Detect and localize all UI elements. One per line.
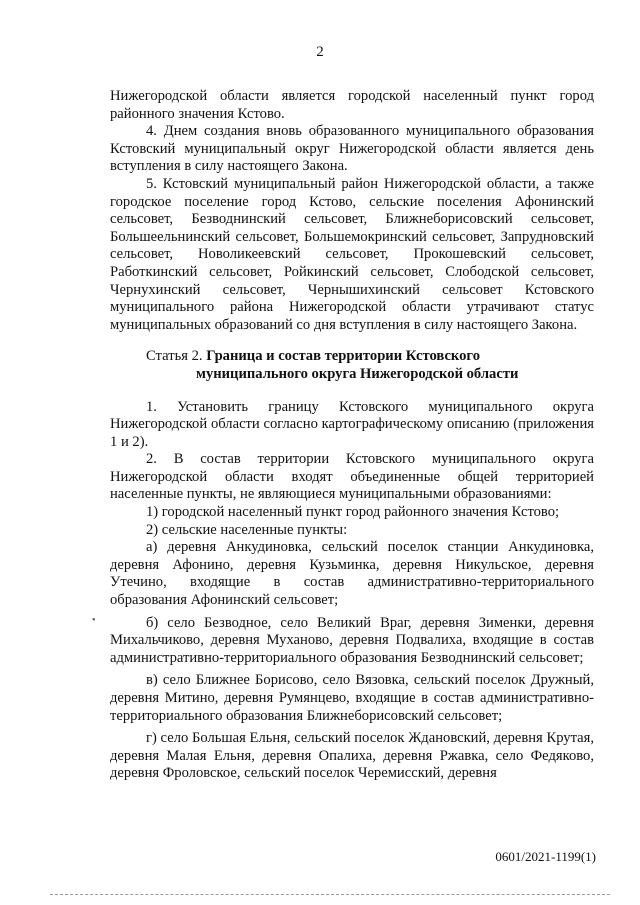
paragraph: 4. Днем создания вновь образованного муниципального образования Кстовский муниципальный округ Нижегородской области является день вступления в силу настоящего Закона. bbox=[110, 123, 594, 175]
list-item: б) село Безводное, село Великий Враг, деревня Зименки, деревня Михальчиково, деревня Муханово, деревня Подвалиха, входящие в состав административно-территориального образования Безводнинский сельсовет; bbox=[110, 614, 594, 666]
scan-mark-icon: • bbox=[92, 615, 96, 626]
list-item: в) село Ближнее Борисово, село Вязовка, сельский поселок Дружный, деревня Митино, деревня Румянцево, входящие в состав административно-территориального образования Ближнеборисовский сельсовет; bbox=[110, 672, 594, 724]
article-title-line2: муниципального округа Нижегородской области bbox=[196, 365, 519, 382]
article-heading bbox=[110, 348, 594, 383]
paragraph: Нижегородской области является городской населенный пункт город районного значения Кстово. bbox=[110, 88, 594, 122]
article-title-line1: Граница и состав территории Кстовского bbox=[206, 348, 480, 365]
article-label: Статья 2. bbox=[146, 348, 203, 365]
document-body bbox=[110, 88, 594, 783]
document-code: 0601/2021-1199(1) bbox=[495, 849, 596, 864]
list-item: г) село Большая Ельня, сельский поселок Ждановский, деревня Крутая, деревня Малая Ельня, деревня Опалиха, деревня Ржавка, село Федяково, деревня Фроловское, сельский поселок Черемисский, деревня bbox=[110, 730, 594, 782]
list-item: 1. Установить границу Кстовского муниципального округа Нижегородской области согласно картографическому описанию (приложения 1 и 2). bbox=[110, 398, 594, 450]
page-number: 2 bbox=[316, 44, 324, 60]
paragraph: 5. Кстовский муниципальный район Нижегородской области, а также городское поселение город Кстово, сельские поселения Афонинский сельсовет, Безводнинский сельсовет, Ближнеборисовский сельсовет, Большеельнинский сельсовет, Большемокринский сельсовет, Запрудновский сельсовет, Новоликеевский сельсовет, Прокошевский сельсовет, Работкинский сельсовет, Ройкинский сельсовет, Слободской сельсовет, Чернухинский сельсовет, Чернышихинский сельсовет Кстовского муниципального района Нижегородской области утрачивают статус муниципальных образований со дня вступления в силу настоящего Закона. bbox=[110, 175, 594, 333]
list-item: 2) сельские населенные пункты: bbox=[146, 521, 348, 538]
page-edge-divider bbox=[50, 894, 610, 895]
list-item: 1) городской населенный пункт город районного значения Кстово; bbox=[146, 504, 560, 521]
list-item: а) деревня Анкудиновка, сельский поселок станции Анкудиновка, деревня Афонино, деревня Кузьминка, деревня Никульское, деревня Утечино, входящие в состав административно-территориального образования Афонинский сельсовет; bbox=[110, 539, 594, 609]
list-item: 2. В состав территории Кстовского муниципального округа Нижегородской области входят объединенные общей территорией населенные пункты, не являющиеся муниципальными образованиями: bbox=[110, 451, 594, 503]
